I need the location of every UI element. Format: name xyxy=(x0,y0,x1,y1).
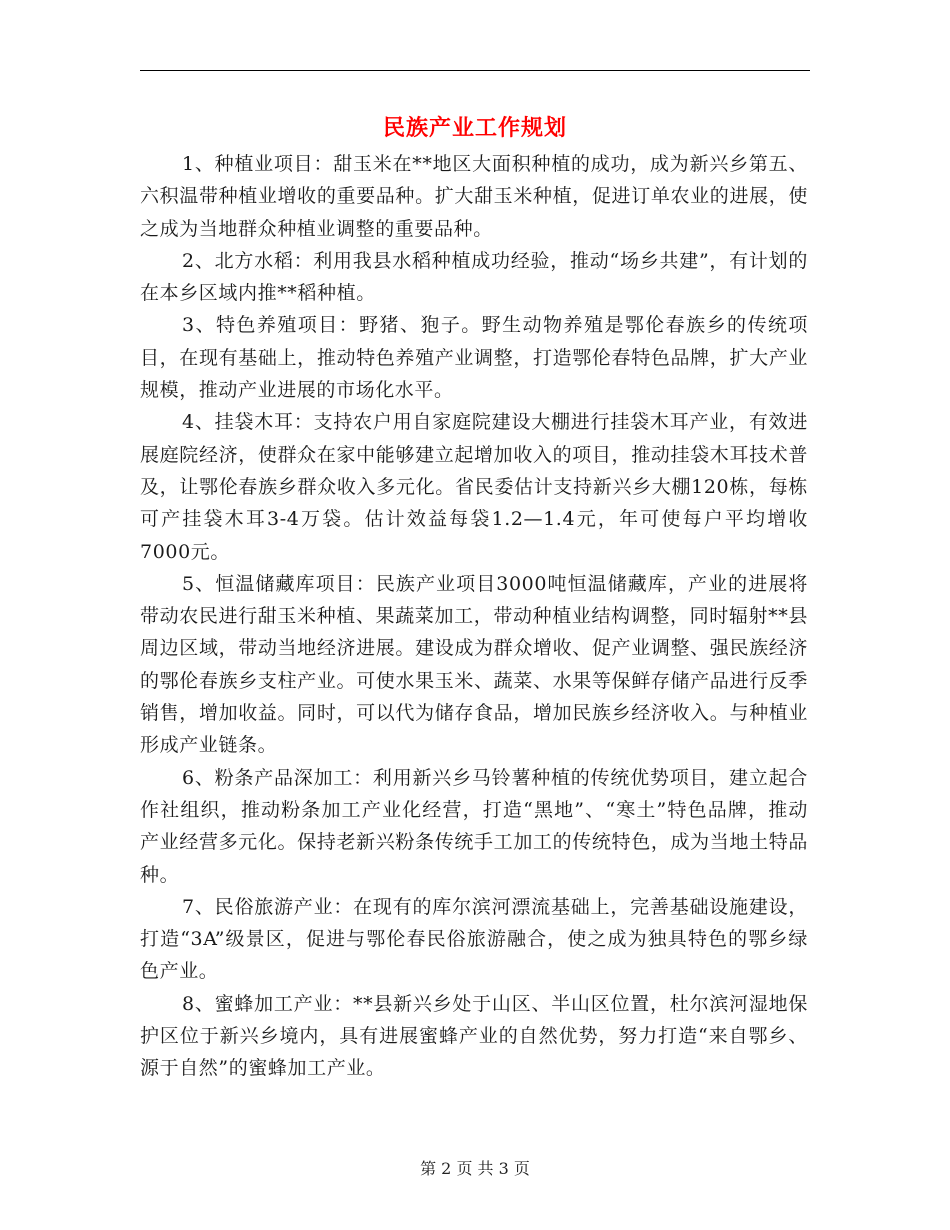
paragraph-honey: 8、蜜蜂加工产业：**县新兴乡处于山区、半山区位置，杜尔滨河湿地保护区位于新兴乡境内，具有进展蜜蜂产业的自然优势，努力打造“来自鄂乡、源于自然”的蜜蜂加工产业。 xyxy=(140,992,808,1080)
paragraph-breeding: 3、特色养殖项目：野猪、狍子。野生动物养殖是鄂伦春族乡的传统项目，在现有基础上，推动特色养殖产业调整，打造鄂伦春特色品牌，扩大产业规模，推动产业进展的市场化水平。 xyxy=(140,314,808,402)
paragraph-cold-storage: 5、恒温储藏库项目：民族产业项目3000吨恒温储藏库，产业的进展将带动农民进行甜玉米种植、果蔬菜加工，带动种植业结构调整，同时辐射**县周边区域，带动当地经济进展。建设成为群众增收、促产业调整、强民族经济的鄂伦春族乡支柱产业。可使水果玉米、蔬菜、水果等保鲜存储产品进行反季销售，增加收益。同时，可以代为储存食品，增加民族乡经济收入。与种植业形成产业链条。 xyxy=(140,572,808,757)
paragraph-fungus: 4、挂袋木耳：支持农户用自家庭院建设大棚进行挂袋木耳产业，有效进展庭院经济，使群众在家中能够建立起增加收入的项目，推动挂袋木耳技术普及，让鄂伦春族乡群众收入多元化。省民委估计支持新兴乡大棚120栋，每栋可产挂袋木耳3-4万袋。估计效益每袋1.2—1.4元，年可使每户平均增收7000元。 xyxy=(140,411,808,563)
document-title: 民族产业工作规划 xyxy=(382,116,567,141)
header-rule xyxy=(140,70,810,71)
document-body xyxy=(140,148,808,1085)
page-number-footer: 第 2 页 共 3 页 xyxy=(420,1159,530,1178)
paragraph-tourism: 7、民俗旅游产业：在现有的库尔滨河漂流基础上，完善基础设施建设，打造“3A”级景区，促进与鄂伦春民俗旅游融合，使之成为独具特色的鄂乡绿色产业。 xyxy=(140,895,808,983)
paragraph-rice: 2、北方水稻：利用我县水稻种植成功经验，推动“场乡共建”，有计划的在本乡区域内推**稻种植。 xyxy=(140,249,808,305)
paragraph-planting: 1、种植业项目：甜玉米在**地区大面积种植的成功，成为新兴乡第五、六积温带种植业增收的重要品种。扩大甜玉米种植，促进订单农业的进展，使之成为当地群众种植业调整的重要品种。 xyxy=(140,153,808,240)
paragraph-noodles: 6、粉条产品深加工：利用新兴乡马铃薯种植的传统优势项目，建立起合作社组织，推动粉条加工产业化经营，打造“黑地”、“寒土”特色品牌，推动产业经营多元化。保持老新兴粉条传统手工加工的传统特色，成为当地土特品种。 xyxy=(140,766,808,886)
